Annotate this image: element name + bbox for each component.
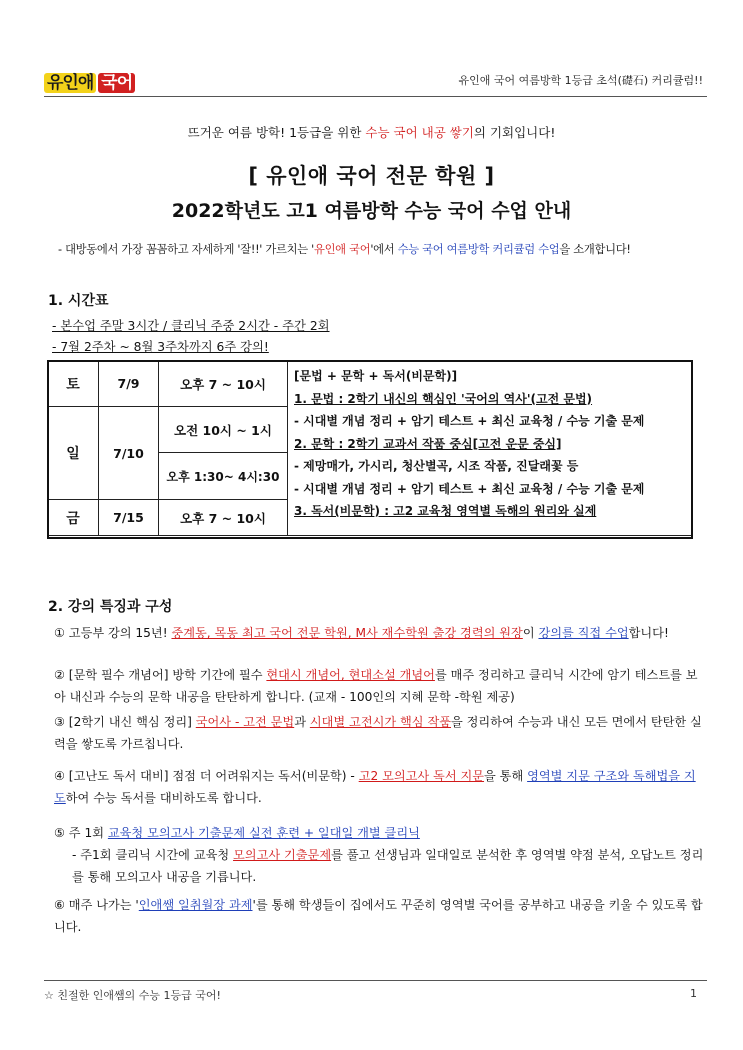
schedule-table bbox=[47, 360, 693, 536]
desc-part: 을 소개합니다! bbox=[559, 243, 631, 256]
feature-number: ⑥ bbox=[54, 898, 65, 912]
curriculum-line: 1. 문법 : 2학기 내신의 핵심인 '국어의 역사'(고전 문법) bbox=[294, 391, 593, 406]
curriculum-line: - 시대별 개념 정리 + 암기 테스트 + 최신 교육청 / 수능 기출 문제 bbox=[294, 414, 645, 428]
time-cell: 오후 7 ~ 10시 bbox=[159, 500, 288, 536]
header-divider bbox=[44, 96, 707, 97]
feature-number: ② bbox=[54, 668, 65, 682]
feature-highlight: 모의고사 기출문제 bbox=[233, 848, 332, 862]
curriculum-line: 3. 독서(비문학) : 고2 교육청 영역별 독해의 원리와 실제 bbox=[294, 504, 597, 518]
feature-text: 를 풀고 선생님과 일대일로 분석한 후 영역별 약점 분석, 오답노트 정리를 통해 모의고사 내공을 기릅니다. bbox=[72, 848, 704, 884]
feature-number: ⑤ bbox=[54, 826, 65, 840]
feature-2 bbox=[54, 664, 704, 708]
feature-1 bbox=[54, 622, 704, 644]
date-cell: 7/10 bbox=[99, 407, 159, 500]
description-line bbox=[58, 241, 631, 257]
desc-academy-name: 유인애 국어 bbox=[313, 243, 371, 256]
section-1-title: 1. 시간표 bbox=[48, 293, 109, 309]
page-subtitle: 2022학년도 고1 여름방학 수능 국어 수업 안내 bbox=[171, 200, 572, 222]
logo-part-2: 국어 bbox=[98, 73, 135, 93]
day-cell: 금 bbox=[48, 500, 99, 536]
feature-text: - 주1회 클리닉 시간에 교육청 bbox=[72, 848, 234, 862]
curriculum-line: - 제망매가, 가시리, 청산별곡, 시조 작품, 진달래꽃 등 bbox=[294, 459, 579, 473]
footer-slogan: ☆ 친절한 인애쌤의 수능 1등급 국어! bbox=[44, 989, 221, 1002]
time-cell: 오후 1:30~ 4시:30 bbox=[159, 453, 288, 500]
feature-text: 을 정리하여 수능과 내신 모든 면에서 탄탄한 실력을 쌓도록 가르칩니다. bbox=[54, 715, 702, 751]
feature-highlight: 교육청 모의고사 기출문제 실전 훈련 + 일대일 개별 클리닉 bbox=[107, 826, 420, 840]
desc-curriculum: 수능 국어 여름방학 커리큘럼 수업 bbox=[397, 243, 560, 256]
header-tagline: 유인애 국어 여름방학 1등급 초석(礎石) 커리큘럼!! bbox=[458, 74, 703, 87]
feature-text: [2학기 내신 핵심 정리] bbox=[64, 715, 196, 729]
desc-part: - 대방동에서 가장 꼼꼼하고 자세하게 '잘!!' 가르치는 ' bbox=[58, 243, 314, 256]
feature-4 bbox=[54, 765, 704, 809]
feature-highlight: 중계동, 목동 최고 국어 전문 학원, M사 재수학원 출강 경력의 원장 bbox=[171, 626, 523, 640]
intro-text: 뜨거운 여름 방학! 1등급을 위한 bbox=[187, 125, 366, 140]
time-cell: 오전 10시 ~ 1시 bbox=[159, 407, 288, 453]
feature-text: '를 통해 학생들이 집에서도 꾸준히 영역별 국어를 공부하고 내공을 키울 수 있도록 합니다. bbox=[54, 898, 703, 934]
curriculum-line: 2. 문학 : 2학기 교과서 작품 중심[고전 운문 중심] bbox=[294, 436, 562, 451]
feature-text: 주 1회 bbox=[64, 826, 108, 840]
feature-text: 을 통해 bbox=[484, 769, 528, 783]
feature-highlight: 시대별 고전시가 핵심 작품 bbox=[309, 715, 451, 729]
feature-6 bbox=[54, 894, 704, 938]
page-number: 1 bbox=[690, 987, 697, 1000]
date-cell: 7/9 bbox=[99, 361, 159, 407]
feature-3 bbox=[54, 711, 704, 755]
footer-divider bbox=[44, 980, 707, 981]
feature-text: 과 bbox=[294, 715, 310, 729]
feature-text: 합니다! bbox=[628, 626, 669, 640]
curriculum-line: - 시대별 개념 정리 + 암기 테스트 + 최신 교육청 / 수능 기출 문제 bbox=[294, 481, 645, 496]
logo-part-1: 유인애 bbox=[44, 73, 96, 93]
day-cell: 일 bbox=[48, 407, 99, 500]
feature-highlight: 인애쌤 일취월장 과제 bbox=[138, 898, 253, 912]
intro-text-end: 의 기회입니다! bbox=[473, 125, 556, 140]
feature-5 bbox=[54, 822, 704, 888]
feature-text: 이 bbox=[522, 626, 539, 640]
feature-number: ① bbox=[54, 626, 65, 640]
intro-highlight: 수능 국어 내공 쌓기 bbox=[365, 125, 474, 140]
date-cell: 7/15 bbox=[99, 500, 159, 536]
schedule-note-1: - 본수업 주말 3시간 / 클리닉 주중 2시간 - 주간 2회 bbox=[52, 319, 330, 333]
feature-text: 매주 나가는 ' bbox=[64, 898, 139, 912]
section-2-title: 2. 강의 특징과 구성 bbox=[48, 599, 173, 615]
desc-part: '에서 bbox=[370, 243, 398, 256]
page-title: [ 유인애 국어 전문 학원 ] bbox=[248, 164, 495, 188]
feature-text: [고난도 독서 대비] 점점 더 어려워지는 독서(비문학) - bbox=[64, 769, 359, 783]
feature-number: ③ bbox=[54, 715, 65, 729]
academy-logo bbox=[44, 68, 135, 93]
curriculum-line: [문법 + 문학 + 독서(비문학)] bbox=[294, 369, 458, 383]
time-cell: 오후 7 ~ 10시 bbox=[159, 361, 288, 407]
table-row bbox=[48, 361, 693, 407]
feature-highlight: 고2 모의고사 독서 지문 bbox=[358, 769, 485, 783]
feature-number: ④ bbox=[54, 769, 65, 783]
feature-highlight: 강의를 직접 수업 bbox=[538, 626, 629, 640]
curriculum-cell bbox=[288, 361, 693, 536]
day-cell: 토 bbox=[48, 361, 99, 407]
feature-text: [문학 필수 개념어] 방학 기간에 필수 bbox=[64, 668, 267, 682]
feature-text: 를 매주 정리하고 클리닉 시간에 암기 테스트를 보아 내신과 수능의 문학 내공을 탄탄하게 합니다. (교재 - 100인의 지혜 문학 -학원 제공) bbox=[54, 668, 698, 704]
feature-text: 하여 수능 독서를 대비하도록 합니다. bbox=[65, 791, 262, 805]
feature-highlight: 영역별 지문 구조와 독해법을 지도 bbox=[54, 769, 696, 805]
feature-highlight: 현대시 개념어, 현대소설 개념어 bbox=[266, 668, 435, 682]
intro-line bbox=[0, 123, 743, 141]
feature-text: 고등부 강의 15년! bbox=[64, 626, 172, 640]
schedule-note-2: - 7월 2주차 ~ 8월 3주차까지 6주 강의! bbox=[52, 340, 269, 354]
feature-5-detail bbox=[54, 844, 704, 888]
feature-highlight: 국어사 - 고전 문법 bbox=[195, 715, 295, 729]
